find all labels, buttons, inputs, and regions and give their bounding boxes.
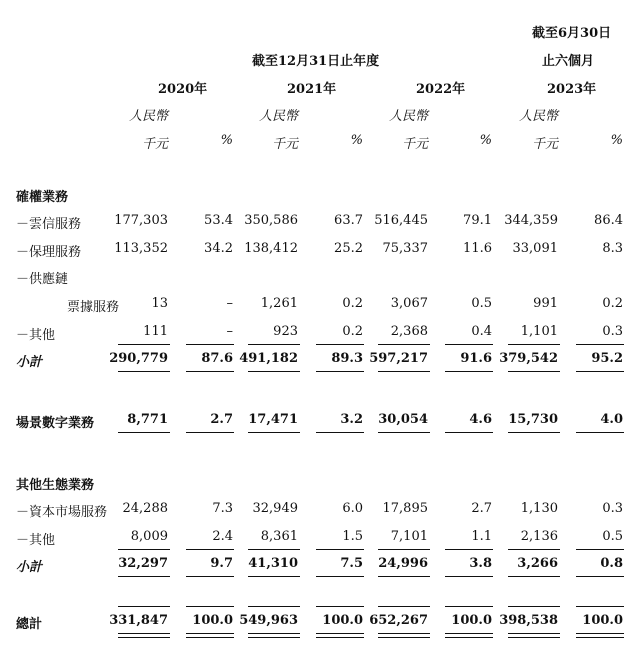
currency-2023: 人民幣: [518, 109, 558, 124]
subtotal1-bottom-line-2022-pct: [445, 371, 493, 372]
cell-subtotal1-2023: 379,542: [499, 351, 558, 366]
cell-other2-2022: 7,101: [390, 529, 428, 544]
cell-capital-2023-pct: 0.3: [602, 501, 623, 516]
cell-total-2022: 652,267: [369, 613, 428, 628]
cell-cloud-2022-pct: 79.1: [463, 213, 492, 228]
cell-subtotal2-2022: 24,996: [378, 556, 428, 571]
cell-other1-2023-pct: 0.3: [602, 324, 623, 339]
cell-cloud-2022: 516,445: [374, 213, 428, 228]
cell-subtotal1-2023-pct: 95.2: [591, 351, 623, 366]
cell-other1-2021: 923: [273, 324, 298, 339]
cell-bill-2023: 991: [533, 296, 558, 311]
cell-other2-2021-pct: 1.5: [342, 529, 363, 544]
cell-subtotal1-2021: 491,182: [239, 351, 298, 366]
row-label-scene: 場景數字業務: [16, 416, 95, 431]
row-label-subtotal-2: 小計: [16, 560, 43, 575]
subtotal2-top-line-2020: [118, 549, 170, 550]
cell-factoring-2020-pct: 34.2: [204, 241, 233, 256]
total-double-line-2022-pct: [445, 633, 493, 638]
total-top-line-2022: [378, 606, 430, 607]
unit-2022: 千元: [401, 137, 428, 152]
subtotal1-bottom-line-2021-pct: [316, 371, 364, 372]
total-top-line-2021-pct: [316, 606, 364, 607]
cell-other2-2020: 8,009: [130, 529, 168, 544]
total-double-line-2023: [508, 633, 560, 638]
subtotal2-top-line-2020-pct: [186, 549, 234, 550]
row-label-capital: －資本市場服務: [16, 505, 108, 520]
cell-total-2021: 549,963: [239, 613, 298, 628]
pct-header-2022: %: [479, 133, 492, 148]
row-label-other-2: －其他: [16, 533, 56, 548]
cell-factoring-2023: 33,091: [512, 241, 558, 256]
row-label-bill: 票據服務: [67, 300, 120, 315]
cell-scene-2022-pct: 4.6: [469, 412, 492, 427]
row-label-section-eco: 其他生態業務: [16, 478, 95, 493]
cell-subtotal2-2021-pct: 7.5: [340, 556, 363, 571]
cell-subtotal2-2021: 41,310: [248, 556, 298, 571]
cell-subtotal1-2022: 597,217: [369, 351, 428, 366]
cell-bill-2023-pct: 0.2: [602, 296, 623, 311]
cell-capital-2022: 17,895: [382, 501, 428, 516]
cell-scene-2020-pct: 2.7: [210, 412, 233, 427]
subtotal1-top-line-2022-pct: [445, 344, 493, 345]
cell-other2-2020-pct: 2.4: [212, 529, 233, 544]
subtotal2-top-line-2022: [378, 549, 430, 550]
cell-factoring-2021: 138,412: [244, 241, 298, 256]
subtotal1-top-line-2022: [378, 344, 430, 345]
cell-subtotal2-2023-pct: 0.8: [600, 556, 623, 571]
cell-bill-2022: 3,067: [390, 296, 428, 311]
subtotal1-bottom-line-2023-pct: [576, 371, 624, 372]
subtotal1-bottom-line-2021: [248, 371, 300, 372]
cell-capital-2023: 1,130: [520, 501, 558, 516]
cell-capital-2022-pct: 2.7: [471, 501, 492, 516]
subtotal2-top-line-2023: [508, 549, 560, 550]
subtotal1-bottom-line-2022: [378, 371, 430, 372]
header-year-2021: 2021年: [287, 82, 337, 97]
cell-scene-2022: 30,054: [378, 412, 428, 427]
cell-other2-2023-pct: 0.5: [602, 529, 623, 544]
cell-bill-2020: 13: [151, 296, 168, 311]
header-year-2020: 2020年: [158, 82, 208, 97]
cell-total-2021-pct: 100.0: [322, 613, 363, 628]
header-period-short: 截至6月30日: [532, 26, 612, 41]
cell-total-2023-pct: 100.0: [582, 613, 623, 628]
scene-bottom-line-2023: [508, 432, 560, 433]
total-double-line-2020: [118, 633, 170, 638]
header-year-2022: 2022年: [416, 82, 466, 97]
subtotal1-bottom-line-2020-pct: [186, 371, 234, 372]
total-top-line-2022-pct: [445, 606, 493, 607]
cell-other1-2021-pct: 0.2: [342, 324, 363, 339]
subtotal2-bottom-line-2020: [118, 576, 170, 577]
cell-capital-2021-pct: 6.0: [342, 501, 363, 516]
cell-factoring-2022: 75,337: [382, 241, 428, 256]
subtotal2-bottom-line-2021: [248, 576, 300, 577]
cell-factoring-2021-pct: 25.2: [334, 241, 363, 256]
cell-scene-2023-pct: 4.0: [600, 412, 623, 427]
total-double-line-2022: [378, 633, 430, 638]
currency-2022: 人民幣: [388, 109, 428, 124]
total-double-line-2021-pct: [316, 633, 364, 638]
subtotal2-bottom-line-2021-pct: [316, 576, 364, 577]
cell-capital-2021: 32,949: [252, 501, 298, 516]
total-top-line-2020: [118, 606, 170, 607]
cell-cloud-2023-pct: 86.4: [594, 213, 623, 228]
cell-subtotal1-2022-pct: 91.6: [460, 351, 492, 366]
row-label-supplychain: －供應鏈: [16, 272, 69, 287]
subtotal1-bottom-line-2020: [118, 371, 170, 372]
cell-bill-2021-pct: 0.2: [342, 296, 363, 311]
cell-bill-2022-pct: 0.5: [471, 296, 492, 311]
cell-factoring-2020: 113,352: [114, 241, 168, 256]
total-double-line-2020-pct: [186, 633, 234, 638]
cell-total-2020: 331,847: [109, 613, 168, 628]
subtotal2-bottom-line-2023-pct: [576, 576, 624, 577]
subtotal2-top-line-2021-pct: [316, 549, 364, 550]
cell-scene-2021: 17,471: [248, 412, 298, 427]
subtotal2-bottom-line-2022-pct: [445, 576, 493, 577]
currency-2021: 人民幣: [258, 109, 298, 124]
scene-bottom-line-2021: [248, 432, 300, 433]
scene-bottom-line-2021-pct: [316, 432, 364, 433]
currency-2020: 人民幣: [128, 109, 168, 124]
cell-other2-2022-pct: 1.1: [471, 529, 492, 544]
cell-cloud-2021: 350,586: [244, 213, 298, 228]
subtotal2-top-line-2021: [248, 549, 300, 550]
pct-header-2020: %: [220, 133, 233, 148]
total-top-line-2023: [508, 606, 560, 607]
subtotal2-bottom-line-2023: [508, 576, 560, 577]
total-top-line-2020-pct: [186, 606, 234, 607]
cell-bill-2020-pct: –: [226, 296, 233, 311]
header-period-year: 截至12月31日止年度: [252, 54, 380, 69]
unit-2020: 千元: [141, 137, 168, 152]
cell-other1-2022: 2,368: [390, 324, 428, 339]
total-top-line-2023-pct: [576, 606, 624, 607]
cell-other2-2021: 8,361: [260, 529, 298, 544]
cell-factoring-2023-pct: 8.3: [602, 241, 623, 256]
total-double-line-2021: [248, 633, 300, 638]
subtotal1-top-line-2021: [248, 344, 300, 345]
subtotal1-top-line-2020-pct: [186, 344, 234, 345]
cell-bill-2021: 1,261: [260, 296, 298, 311]
row-label-factoring: －保理服務: [16, 245, 82, 260]
cell-subtotal1-2020-pct: 87.6: [201, 351, 233, 366]
cell-other1-2023: 1,101: [520, 324, 558, 339]
unit-2021: 千元: [271, 137, 298, 152]
total-top-line-2021: [248, 606, 300, 607]
cell-cloud-2023: 344,359: [504, 213, 558, 228]
scene-bottom-line-2023-pct: [576, 432, 624, 433]
cell-subtotal2-2023: 3,266: [517, 556, 558, 571]
cell-total-2023: 398,538: [499, 613, 558, 628]
cell-capital-2020-pct: 7.3: [212, 501, 233, 516]
cell-subtotal2-2022-pct: 3.8: [469, 556, 492, 571]
pct-header-2021: %: [350, 133, 363, 148]
subtotal2-top-line-2023-pct: [576, 549, 624, 550]
cell-scene-2023: 15,730: [508, 412, 558, 427]
header-period-short-2: 止六個月: [542, 54, 595, 69]
scene-bottom-line-2020: [118, 432, 170, 433]
unit-2023: 千元: [531, 137, 558, 152]
cell-other1-2020: 111: [143, 324, 168, 339]
scene-bottom-line-2020-pct: [186, 432, 234, 433]
cell-cloud-2020: 177,303: [114, 213, 168, 228]
subtotal1-bottom-line-2023: [508, 371, 560, 372]
cell-cloud-2021-pct: 63.7: [334, 213, 363, 228]
cell-other1-2020-pct: –: [226, 324, 233, 339]
cell-total-2020-pct: 100.0: [192, 613, 233, 628]
cell-scene-2021-pct: 3.2: [340, 412, 363, 427]
subtotal1-top-line-2020: [118, 344, 170, 345]
pct-header-2023: %: [610, 133, 623, 148]
cell-cloud-2020-pct: 53.4: [204, 213, 233, 228]
row-label-total: 總計: [16, 617, 43, 632]
cell-subtotal1-2020: 290,779: [109, 351, 168, 366]
row-label-other-1: －其他: [16, 328, 56, 343]
row-label-subtotal-1: 小計: [16, 355, 43, 370]
subtotal2-top-line-2022-pct: [445, 549, 493, 550]
cell-subtotal1-2021-pct: 89.3: [331, 351, 363, 366]
scene-bottom-line-2022-pct: [445, 432, 493, 433]
cell-subtotal2-2020: 32,297: [118, 556, 168, 571]
scene-bottom-line-2022: [378, 432, 430, 433]
subtotal1-top-line-2021-pct: [316, 344, 364, 345]
cell-scene-2020: 8,771: [127, 412, 168, 427]
cell-factoring-2022-pct: 11.6: [463, 241, 492, 256]
cell-capital-2020: 24,288: [122, 501, 168, 516]
total-double-line-2023-pct: [576, 633, 624, 638]
header-year-2023: 2023年: [547, 82, 597, 97]
row-label-section-confirm: 確權業務: [16, 190, 69, 205]
subtotal2-bottom-line-2022: [378, 576, 430, 577]
cell-other1-2022-pct: 0.4: [471, 324, 492, 339]
subtotal1-top-line-2023-pct: [576, 344, 624, 345]
subtotal2-bottom-line-2020-pct: [186, 576, 234, 577]
cell-subtotal2-2020-pct: 9.7: [210, 556, 233, 571]
cell-other2-2023: 2,136: [520, 529, 558, 544]
row-label-cloud: －雲信服務: [16, 217, 82, 232]
cell-total-2022-pct: 100.0: [451, 613, 492, 628]
subtotal1-top-line-2023: [508, 344, 560, 345]
